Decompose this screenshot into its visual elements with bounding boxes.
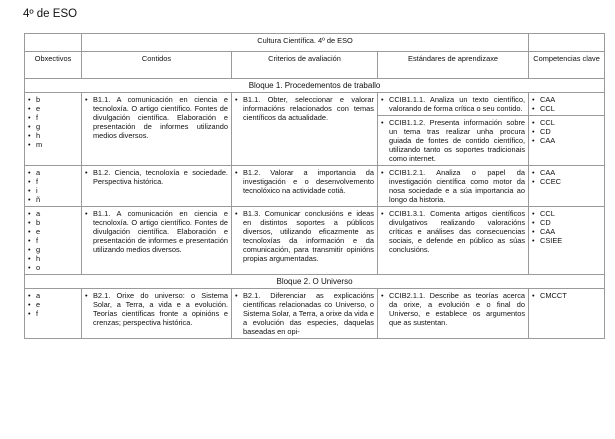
obxectivo-list-item: • m [28,140,78,149]
header-blank-right [529,34,605,52]
competencia-list-item: • CCL [532,104,601,113]
cell-competencias [529,166,605,207]
cell-obxectivos [25,166,82,207]
obxectivo-list-item: • f [28,236,78,245]
cell-estandar [378,93,529,116]
cell-estandar [378,166,529,207]
cell-competencias [529,93,605,116]
obxectivo-list [28,168,78,204]
competencia-list-item: • CSIEE [532,236,601,245]
competencia-list [532,209,601,245]
cell-criterio [232,207,378,275]
estandar-text: • CCIB1.1.2. Presenta información sobre un tema tras realizar unha procura guiada de fontes de contido científico, utilizando tanto os soportes tradicionais como internet. [381,118,525,163]
estandar-text: • CCIB2.1.1. Describe as teorías acerca da orixe, a evolución e o final do Universo, e establece os argumentos que as sustentan. [381,291,525,327]
contido-text: • B2.1. Orixe do universo: o Sistema Solar, a Terra, a vida e a evolución. Teorías científicas fronte a opinións e crenzas; perspectiva histórica. [85,291,228,327]
obxectivo-list-item: • ñ [28,195,78,204]
competencia-list-item: • CMCCT [532,291,601,300]
competencia-list [532,118,601,145]
obxectivo-list-item: • h [28,131,78,140]
table-row [25,207,605,275]
competencia-list-item: • CAA [532,95,601,104]
obxectivo-list-item: • i [28,186,78,195]
estandar-text: • CCIB1.2.1. Analiza o papel da investigación científica como motor da nosa sociedade e a súa importancia ao longo da historia. [381,168,525,204]
obxectivo-list-item: • h [28,254,78,263]
estandar-text: • CCIB1.3.1. Comenta artigos científicos divulgativos realizando valoracións críticas e análises das consecuencias sociais, e defende en público as súas conclusións. [381,209,525,254]
column-header-contidos: Contidos [82,52,232,79]
cell-contido [82,207,232,275]
competencia-list-item: • CCL [532,209,601,218]
cell-competencias [529,207,605,275]
obxectivo-list-item: • o [28,263,78,272]
cell-criterio [232,93,378,166]
cell-criterio [232,289,378,339]
curriculum-table [24,33,605,339]
criterio-text: • B2.1. Diferenciar as explicacións científicas relacionadas co Universo, o Sistema Solar, a Terra, a orixe da vida e a evolución das especies, daquelas baseadas en opi- [235,291,374,336]
obxectivo-list [28,291,78,318]
contido-text: • B1.1. A comunicación en ciencia e tecnoloxía. O artigo científico. Fontes de divulgación científica. Elaboración e presentación de informes utilizando medios diversos. [85,95,228,140]
criterio-text: • B1.1. Obter, seleccionar e valorar informacións relacionados con temas científicos da actualidade. [235,95,374,122]
cell-estandar [378,116,529,166]
column-header-criterios: Criterios de avaliación [232,52,378,79]
obxectivo-list-item: • a [28,209,78,218]
obxectivo-list-item: • f [28,113,78,122]
obxectivo-list-item: • g [28,122,78,131]
contido-text: • B1.2. Ciencia, tecnoloxía e sociedade. Perspectiva histórica. [85,168,228,186]
cell-obxectivos [25,93,82,166]
cell-competencias [529,116,605,166]
criterio-text: • B1.3. Comunicar conclusións e ideas en distintos soportes a públicos diversos, utilizando eficazmente as tecnoloxías da información e da comunicación, para transmitir opinións propias argumentadas. [235,209,374,263]
obxectivo-list-item: • a [28,168,78,177]
obxectivo-list-item: • e [28,300,78,309]
competencia-list [532,95,601,113]
block-row [25,79,605,93]
competencia-list-item: • CD [532,127,601,136]
table-row [25,166,605,207]
cell-contido [82,289,232,339]
competencia-list-item: • CCL [532,118,601,127]
column-header-estandares: Estándares de aprendizaxe [378,52,529,79]
block-title: Bloque 2. O Universo [25,275,605,289]
competencia-list-item: • CAA [532,168,601,177]
page-title: 4º de ESO [23,8,78,20]
competencia-list-item: • CAA [532,227,601,236]
obxectivo-list [28,95,78,149]
column-header-obxectivos: Obxectivos [25,52,82,79]
competencia-list [532,168,601,186]
competencia-list [532,291,601,300]
cell-obxectivos [25,207,82,275]
competencia-list-item: • CD [532,218,601,227]
table-row [25,289,605,339]
block-row [25,275,605,289]
table-row [25,93,605,116]
obxectivo-list-item: • b [28,218,78,227]
obxectivo-list-item: • b [28,95,78,104]
cell-contido [82,93,232,166]
header-blank-left [25,34,82,52]
obxectivo-list-item: • e [28,227,78,236]
block-title: Bloque 1. Procedementos de traballo [25,79,605,93]
cell-estandar [378,207,529,275]
obxectivo-list-item: • f [28,309,78,318]
cell-criterio [232,166,378,207]
estandar-text: • CCIB1.1.1. Analiza un texto científico, valorando de forma crítica o seu contido. [381,95,525,113]
criterio-text: • B1.2. Valorar a importancia da investigación e o desenvolvemento tecnolóxico na actividade cotiá. [235,168,374,195]
obxectivo-list-item: • e [28,104,78,113]
cell-obxectivos [25,289,82,339]
competencia-list-item: • CCEC [532,177,601,186]
contido-text: • B1.1. A comunicación en ciencia e tecnoloxía. O artigo científico. Fontes de divulgación científica. Elaboración e presentación de informes e presentación utilizando medios diversos. [85,209,228,254]
obxectivo-list-item: • g [28,245,78,254]
cell-competencias [529,289,605,339]
obxectivo-list-item: • f [28,177,78,186]
obxectivo-list [28,209,78,272]
competencia-list-item: • CAA [532,136,601,145]
column-header-competencias: Competencias clave [529,52,605,79]
cell-estandar [378,289,529,339]
cell-contido [82,166,232,207]
obxectivo-list-item: • a [28,291,78,300]
subject-header: Cultura Científica. 4º de ESO [82,34,529,52]
